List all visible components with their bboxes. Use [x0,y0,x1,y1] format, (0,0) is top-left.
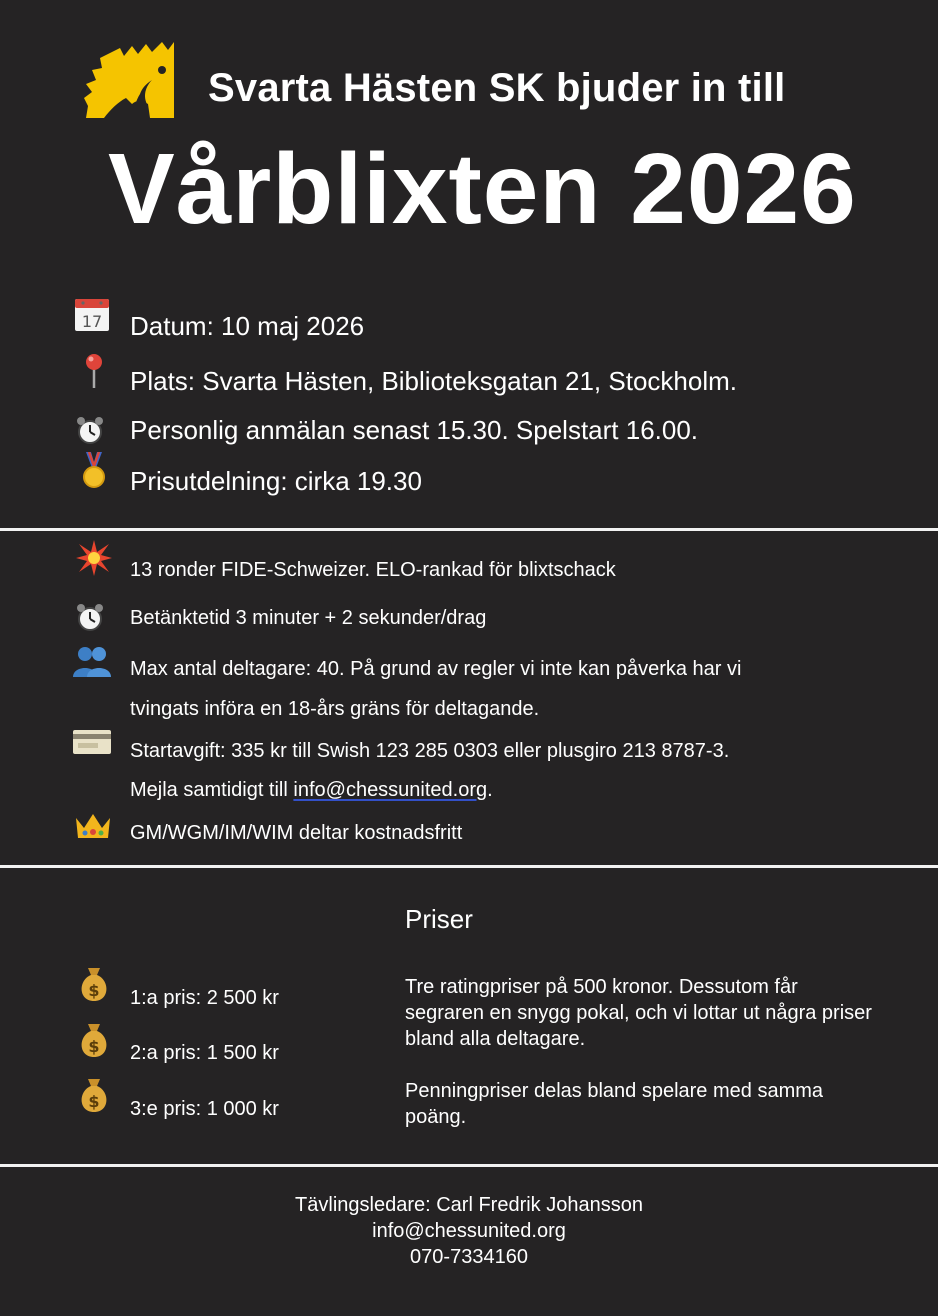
calendar-icon [74,296,110,332]
crown-icon [74,808,112,844]
alarm-clock-icon [72,413,108,449]
prize-first: 1:a pris: 2 500 kr [130,987,279,1009]
money-bag-icon [76,966,112,1002]
info-datum: Datum: 10 maj 2026 [130,311,365,341]
invitation-subtitle: Svarta Hästen SK bjuder in till [208,66,786,110]
detail-max-line1: Max antal deltagare: 40. På grund av regler vi inte kan påverka har vi [130,658,742,680]
detail-tid: Betänktetid 3 minuter + 2 sekunder/drag [130,607,487,629]
prize-description-ratings: Tre ratingpriser på 500 kronor. Dessutom får segraren en snygg pokal, och vi lottar ut några priser bland alla deltagare. [405,976,872,1050]
pushpin-icon [76,352,112,388]
footer-phone: 070-7334160 [410,1246,528,1268]
info-anmalan: Personlig anmälan senast 15.30. Spelstart 16.00. [130,415,699,445]
section-divider [0,1164,938,1167]
prize-second: 2:a pris: 1 500 kr [130,1042,279,1064]
prize-third: 3:e pris: 1 000 kr [130,1098,279,1120]
prize-description-money: Penningpriser delas bland spelare med samma poäng. [405,1080,824,1128]
money-bag-icon [76,1077,112,1113]
money-bag-icon [76,1022,112,1058]
footer-email: info@chessunited.org [372,1220,566,1242]
prizes-heading: Priser [405,904,473,934]
detail-gm: GM/WGM/IM/WIM deltar kostnadsfritt [130,822,463,844]
info-plats: Plats: Svarta Hästen, Biblioteksgatan 21, Stockholm. [130,366,737,396]
detail-ronder: 13 ronder FIDE-Schweizer. ELO-rankad för blixtschack [130,559,616,581]
collision-icon [76,540,112,576]
info-prisutdelning: Prisutdelning: cirka 19.30 [130,466,422,496]
detail-avgift-line2 [130,779,493,802]
svg-text:$: $ [88,1037,100,1056]
medal-icon [76,452,112,488]
svg-text:$: $ [88,981,100,1000]
section-divider [0,528,938,531]
svg-text:$: $ [88,1092,100,1111]
detail-avgift-line1: Startavgift: 335 kr till Swish 123 285 0303 eller plusgiro 213 8787-3. [130,740,730,762]
email-link[interactable]: info@chessunited.org [293,779,488,801]
knight-logo-icon [82,40,178,124]
alarm-clock-icon [72,600,108,636]
detail-avgift-prefix: Mejla samtidigt till [130,779,294,801]
people-icon [72,643,112,679]
section-divider [0,865,938,868]
detail-max-line2: tvingats införa en 18-års gräns för deltagande. [130,698,540,720]
credit-card-icon [72,724,112,760]
footer-leader: Tävlingsledare: Carl Fredrik Johansson [295,1194,643,1216]
detail-avgift-suffix: . [487,779,493,801]
page-title: Vårblixten 2026 [108,133,857,245]
svg-text:17: 17 [81,312,103,331]
